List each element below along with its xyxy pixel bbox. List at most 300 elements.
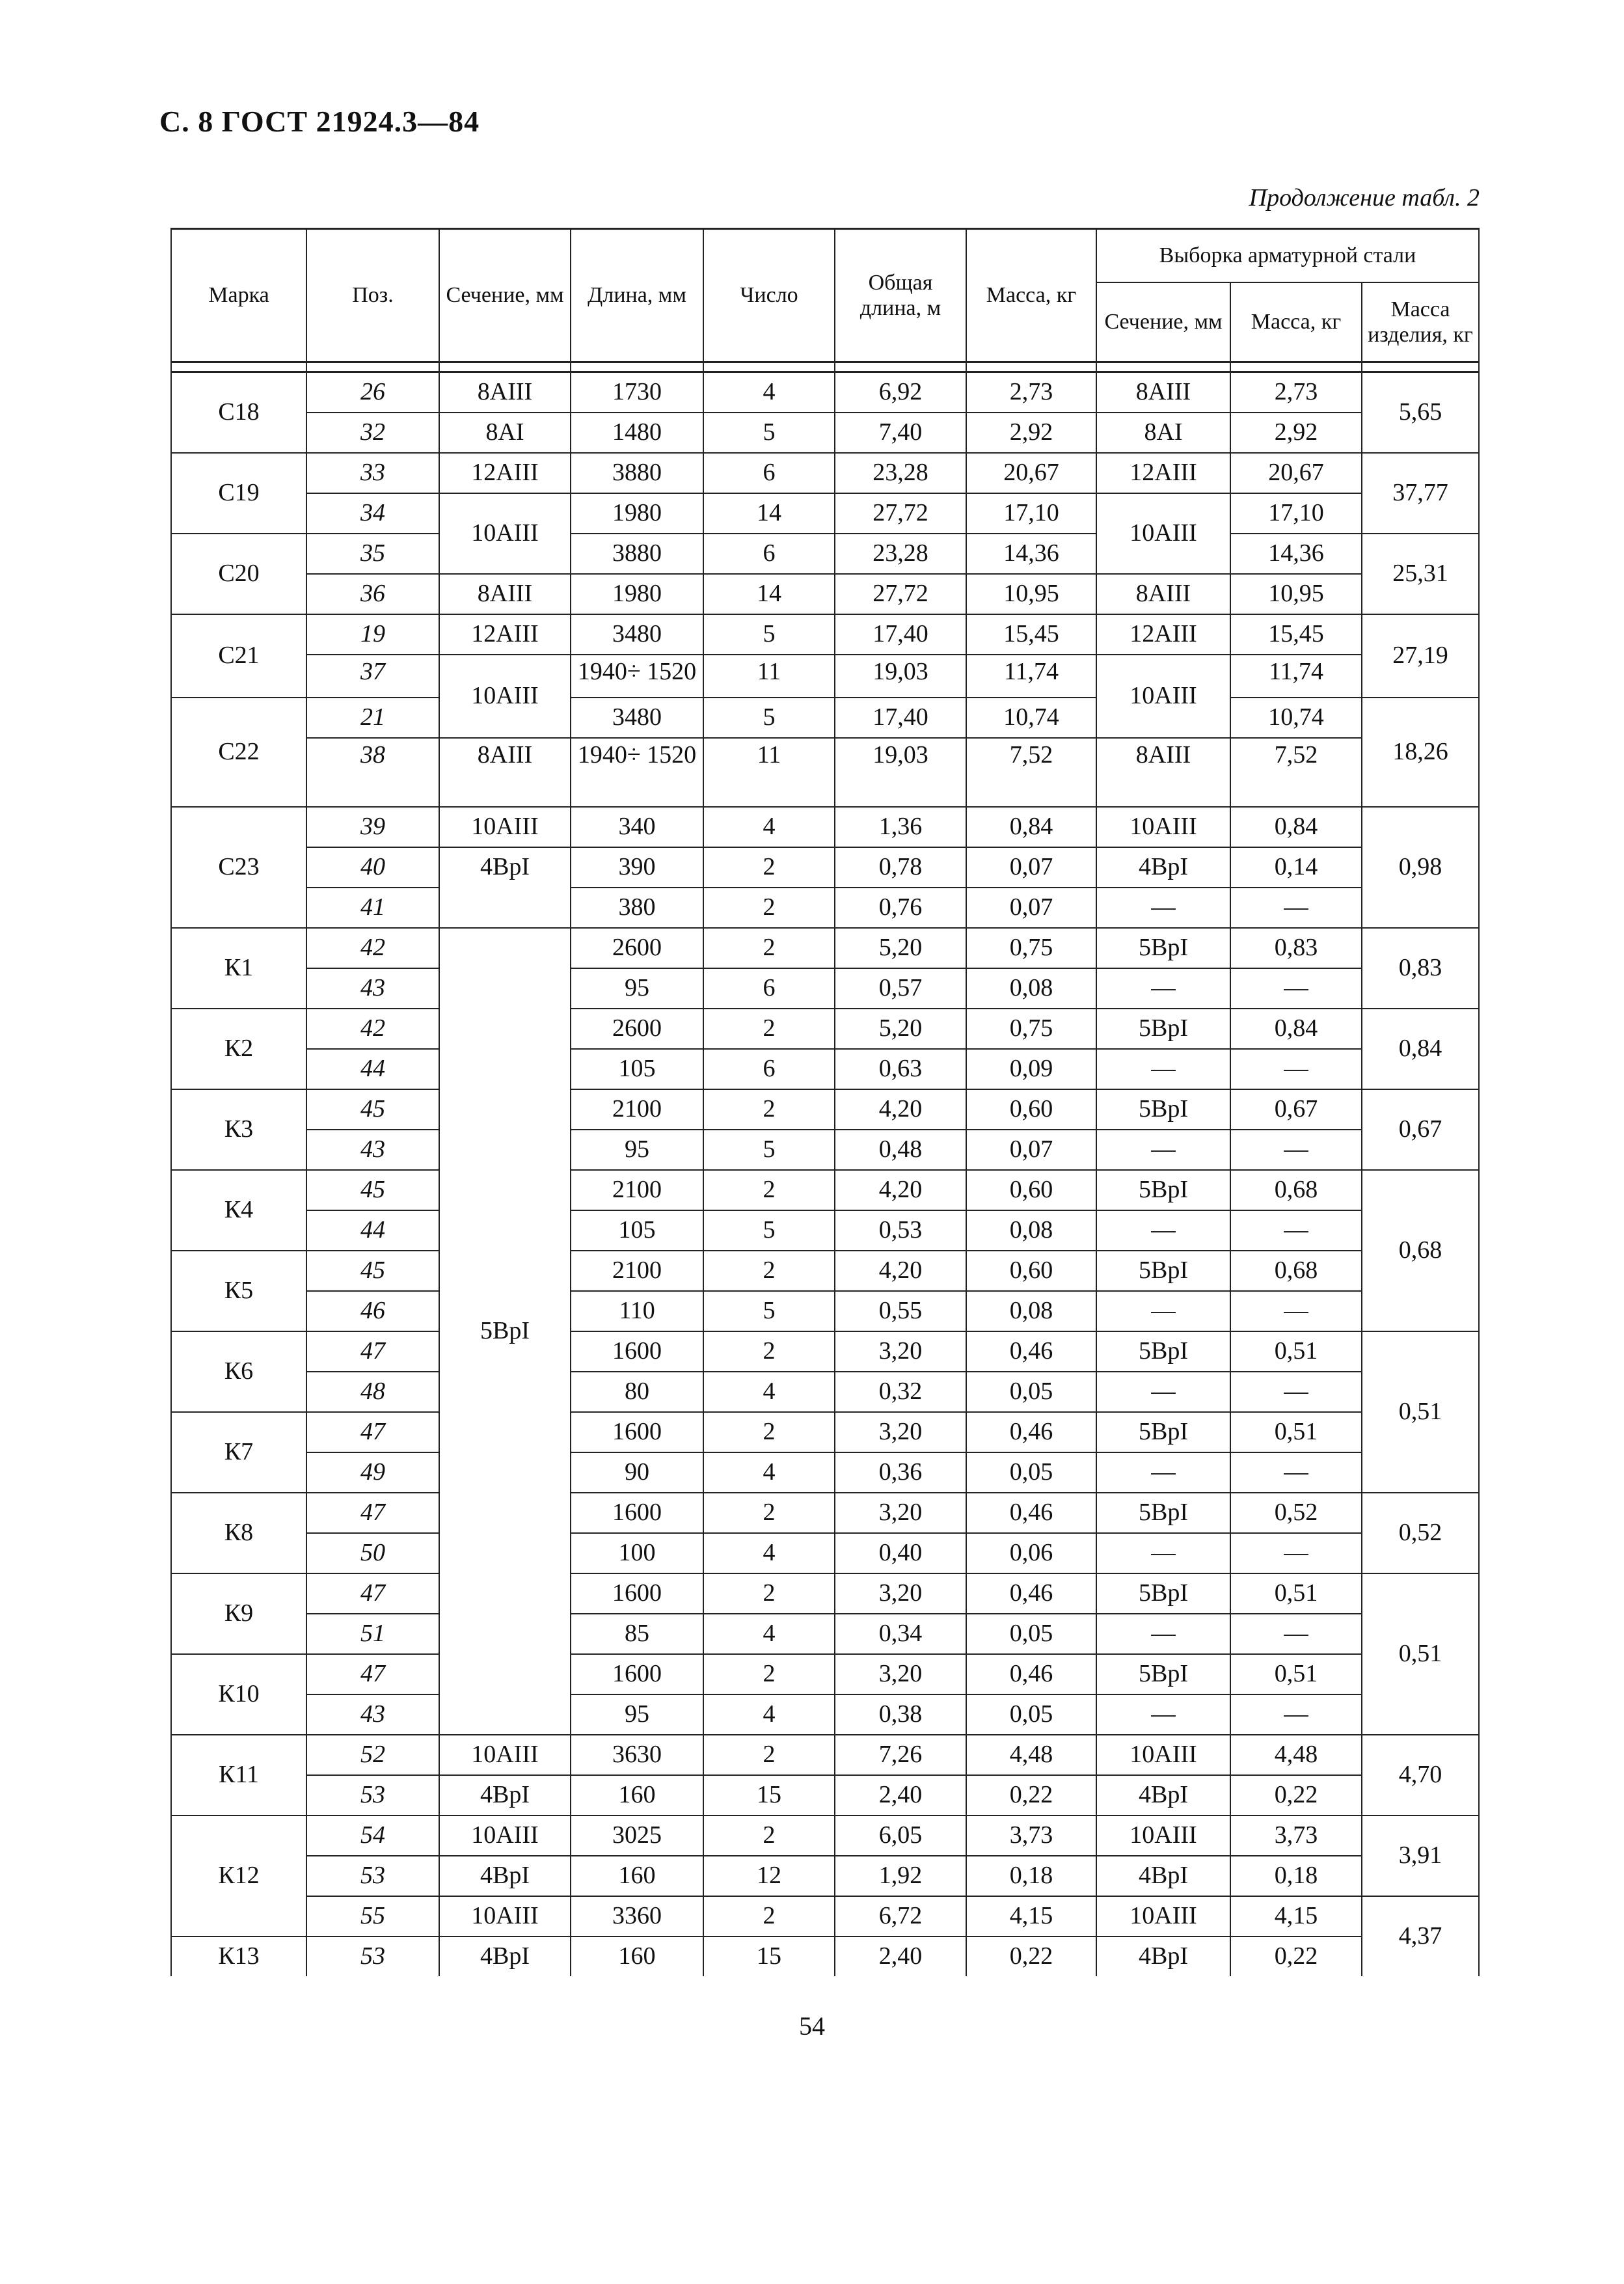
v-section-cell	[1096, 1452, 1230, 1493]
table-row	[171, 1089, 1479, 1130]
length-cell: 340	[571, 807, 703, 847]
v-mass-cell	[1230, 888, 1362, 928]
v-section-cell: 8АI	[1096, 413, 1230, 453]
v-mass-cell: 4,48	[1230, 1735, 1362, 1775]
header-chislo: Число	[703, 229, 835, 362]
mass-cell: 0,22	[966, 1775, 1096, 1815]
table-row	[171, 1130, 1479, 1170]
mass-cell: 0,18	[966, 1856, 1096, 1896]
length-cell: 160	[571, 1937, 703, 1976]
poz-cell: 37	[306, 655, 439, 698]
table-row	[171, 738, 1479, 807]
mass-cell: 4,15	[966, 1896, 1096, 1937]
count-cell: 15	[703, 1775, 835, 1815]
count-cell: 2	[703, 1331, 835, 1372]
v-mass-cell: 0,52	[1230, 1493, 1362, 1533]
count-cell: 6	[703, 534, 835, 574]
v-section-cell	[1096, 1049, 1230, 1089]
poz-cell: 42	[306, 928, 439, 968]
length-cell: 3025	[571, 1815, 703, 1856]
table-row	[171, 1210, 1479, 1251]
mass-cell: 0,05	[966, 1372, 1096, 1412]
product-mass-cell: 5,65	[1362, 372, 1479, 454]
page-header: С. 8 ГОСТ 21924.3—84	[159, 105, 480, 138]
count-cell: 2	[703, 1896, 835, 1937]
mass-cell: 0,46	[966, 1654, 1096, 1694]
poz-cell: 52	[306, 1735, 439, 1775]
mass-cell: 0,05	[966, 1614, 1096, 1654]
total-length-cell: 3,20	[835, 1412, 966, 1452]
v-mass-cell	[1230, 1210, 1362, 1251]
v-section-cell	[1096, 1210, 1230, 1251]
table-row	[171, 614, 1479, 655]
count-cell: 2	[703, 1009, 835, 1049]
poz-cell: 45	[306, 1170, 439, 1210]
dash-mark	[1284, 1635, 1308, 1636]
poz-cell: 40	[306, 847, 439, 888]
table-row	[171, 1291, 1479, 1331]
dash-mark	[1284, 908, 1308, 910]
v-section-cell: 10АIII	[1096, 655, 1230, 738]
mass-cell: 0,09	[966, 1049, 1096, 1089]
table-row	[171, 847, 1479, 888]
poz-cell: 43	[306, 1694, 439, 1735]
total-length-cell: 19,03	[835, 655, 966, 698]
dash-mark	[1284, 1473, 1308, 1475]
total-length-cell: 0,63	[835, 1049, 966, 1089]
total-length-cell: 6,05	[835, 1815, 966, 1856]
poz-cell: 46	[306, 1291, 439, 1331]
length-cell: 95	[571, 1694, 703, 1735]
poz-cell: 39	[306, 807, 439, 847]
count-cell: 5	[703, 1291, 835, 1331]
dash-mark	[1284, 1312, 1308, 1313]
poz-cell: 43	[306, 1130, 439, 1170]
v-mass-cell: 0,84	[1230, 807, 1362, 847]
v-mass-cell: 10,95	[1230, 574, 1362, 614]
mass-cell: 3,73	[966, 1815, 1096, 1856]
header-v-massa-izd: Масса изделия, кг	[1362, 282, 1479, 362]
table-row	[171, 413, 1479, 453]
total-length-cell: 5,20	[835, 928, 966, 968]
table-row	[171, 1412, 1479, 1452]
header-massa: Масса, кг	[966, 229, 1096, 362]
v-section-cell: 8АIII	[1096, 372, 1230, 413]
v-mass-cell: 15,45	[1230, 614, 1362, 655]
table-row	[171, 1533, 1479, 1573]
dash-mark	[1284, 1715, 1308, 1717]
count-cell: 4	[703, 1533, 835, 1573]
v-mass-cell: 0,51	[1230, 1573, 1362, 1614]
count-cell: 4	[703, 372, 835, 413]
count-cell: 15	[703, 1937, 835, 1976]
total-length-cell: 0,76	[835, 888, 966, 928]
table-row	[171, 1049, 1479, 1089]
table-row	[171, 1694, 1479, 1735]
count-cell: 2	[703, 928, 835, 968]
count-cell: 2	[703, 1412, 835, 1452]
v-section-cell: 4ВрI	[1096, 1937, 1230, 1976]
mass-cell: 15,45	[966, 614, 1096, 655]
length-cell: 2600	[571, 1009, 703, 1049]
poz-cell: 53	[306, 1856, 439, 1896]
count-cell: 2	[703, 1089, 835, 1130]
dash-mark	[1151, 1715, 1176, 1717]
v-mass-cell: 20,67	[1230, 453, 1362, 493]
v-mass-cell: 0,83	[1230, 928, 1362, 968]
length-cell: 1730	[571, 372, 703, 413]
mass-cell: 0,05	[966, 1452, 1096, 1493]
length-cell: 160	[571, 1856, 703, 1896]
product-mass-cell: 4,70	[1362, 1735, 1479, 1815]
dash-mark	[1284, 1231, 1308, 1232]
v-section-cell: 4ВрI	[1096, 1775, 1230, 1815]
count-cell: 4	[703, 1694, 835, 1735]
product-mass-cell: 4,37	[1362, 1896, 1479, 1976]
v-section-cell: 5ВрI	[1096, 1009, 1230, 1049]
header-obshaya-dlina: Общая длина, м	[835, 229, 966, 362]
table-row	[171, 1251, 1479, 1291]
count-cell: 2	[703, 1493, 835, 1533]
length-cell: 160	[571, 1775, 703, 1815]
total-length-cell: 2,40	[835, 1937, 966, 1976]
mark-cell: С22	[171, 698, 306, 807]
v-mass-cell	[1230, 968, 1362, 1009]
v-section-cell: 8АIII	[1096, 574, 1230, 614]
poz-cell: 47	[306, 1412, 439, 1452]
table-row	[171, 1331, 1479, 1372]
total-length-cell: 0,48	[835, 1130, 966, 1170]
total-length-cell: 6,92	[835, 372, 966, 413]
table-row	[171, 453, 1479, 493]
mass-cell: 0,75	[966, 1009, 1096, 1049]
product-mass-cell: 0,67	[1362, 1089, 1479, 1170]
count-cell: 12	[703, 1856, 835, 1896]
mark-cell: К1	[171, 928, 306, 1009]
length-cell: 1600	[571, 1412, 703, 1452]
table-row	[171, 655, 1479, 698]
v-section-cell: 12АIII	[1096, 614, 1230, 655]
total-length-cell: 27,72	[835, 493, 966, 534]
poz-cell: 45	[306, 1251, 439, 1291]
mass-cell: 10,95	[966, 574, 1096, 614]
poz-cell: 50	[306, 1533, 439, 1573]
v-mass-cell: 0,68	[1230, 1170, 1362, 1210]
v-mass-cell: 14,36	[1230, 534, 1362, 574]
total-length-cell: 0,78	[835, 847, 966, 888]
poz-cell: 45	[306, 1089, 439, 1130]
v-mass-cell	[1230, 1130, 1362, 1170]
v-mass-cell: 4,15	[1230, 1896, 1362, 1937]
v-mass-cell	[1230, 1694, 1362, 1735]
total-length-cell: 6,72	[835, 1896, 966, 1937]
count-cell: 2	[703, 1654, 835, 1694]
total-length-cell: 23,28	[835, 453, 966, 493]
mass-cell: 14,36	[966, 534, 1096, 574]
mass-cell: 20,67	[966, 453, 1096, 493]
poz-cell: 38	[306, 738, 439, 807]
length-cell: 100	[571, 1533, 703, 1573]
v-section-cell: 5ВрI	[1096, 1654, 1230, 1694]
length-cell: 390	[571, 847, 703, 888]
v-mass-cell	[1230, 1533, 1362, 1573]
poz-cell: 44	[306, 1049, 439, 1089]
total-length-cell: 19,03	[835, 738, 966, 807]
v-mass-cell	[1230, 1291, 1362, 1331]
poz-cell: 41	[306, 888, 439, 928]
v-section-cell: 5ВрI	[1096, 1089, 1230, 1130]
mass-cell: 0,07	[966, 847, 1096, 888]
dash-mark	[1284, 1393, 1308, 1394]
dash-mark	[1151, 1231, 1176, 1232]
poz-cell: 47	[306, 1573, 439, 1614]
product-mass-cell: 0,52	[1362, 1493, 1479, 1573]
mark-cell: С21	[171, 614, 306, 698]
mass-cell: 0,46	[966, 1412, 1096, 1452]
total-length-cell: 0,55	[835, 1291, 966, 1331]
table-row	[171, 807, 1479, 847]
mass-cell: 10,74	[966, 698, 1096, 738]
table-row	[171, 1614, 1479, 1654]
total-length-cell: 23,28	[835, 534, 966, 574]
length-cell: 3480	[571, 698, 703, 738]
length-cell: 2600	[571, 928, 703, 968]
mass-cell: 0,84	[966, 807, 1096, 847]
total-length-cell: 7,40	[835, 413, 966, 453]
v-section-cell	[1096, 888, 1230, 928]
v-section-cell: 10АIII	[1096, 1896, 1230, 1937]
length-cell: 2100	[571, 1089, 703, 1130]
count-cell: 5	[703, 614, 835, 655]
v-section-cell	[1096, 1372, 1230, 1412]
mark-cell: К11	[171, 1735, 306, 1815]
mark-cell: С23	[171, 807, 306, 928]
product-mass-cell: 0,84	[1362, 1009, 1479, 1089]
table-row	[171, 1573, 1479, 1614]
table-row	[171, 1815, 1479, 1856]
count-cell: 2	[703, 1735, 835, 1775]
v-mass-cell: 11,74	[1230, 655, 1362, 698]
section-cell: 8АIII	[439, 738, 571, 807]
section-cell: 10АIII	[439, 493, 571, 574]
mark-cell: С19	[171, 453, 306, 534]
mark-cell: К12	[171, 1815, 306, 1937]
v-mass-cell: 3,73	[1230, 1815, 1362, 1856]
mass-cell: 17,10	[966, 493, 1096, 534]
mass-cell: 0,60	[966, 1170, 1096, 1210]
poz-cell: 49	[306, 1452, 439, 1493]
mark-cell: К7	[171, 1412, 306, 1493]
section-cell: 8АIII	[439, 574, 571, 614]
length-cell: 2100	[571, 1251, 703, 1291]
mass-cell: 0,07	[966, 888, 1096, 928]
v-section-cell: 5ВрI	[1096, 1170, 1230, 1210]
v-mass-cell: 2,73	[1230, 372, 1362, 413]
header-sechenie: Сечение, мм	[439, 229, 571, 362]
mass-cell: 0,75	[966, 928, 1096, 968]
header-vyborka: Выборка арматурной стали	[1096, 229, 1479, 283]
product-mass-cell: 0,51	[1362, 1331, 1479, 1493]
mark-cell: К6	[171, 1331, 306, 1412]
v-section-cell	[1096, 1694, 1230, 1735]
length-cell: 1600	[571, 1493, 703, 1533]
poz-cell: 47	[306, 1493, 439, 1533]
mass-cell: 7,52	[966, 738, 1096, 807]
v-section-cell	[1096, 1614, 1230, 1654]
count-cell: 4	[703, 1372, 835, 1412]
dash-mark	[1151, 989, 1176, 990]
count-cell: 4	[703, 1452, 835, 1493]
header-dlina: Длина, мм	[571, 229, 703, 362]
v-mass-cell: 0,22	[1230, 1775, 1362, 1815]
dash-mark	[1151, 908, 1176, 910]
total-length-cell: 1,36	[835, 807, 966, 847]
length-cell: 1600	[571, 1654, 703, 1694]
length-cell: 3630	[571, 1735, 703, 1775]
dash-mark	[1284, 1554, 1308, 1555]
dash-mark	[1151, 1312, 1176, 1313]
v-section-cell	[1096, 968, 1230, 1009]
table-continuation-label: Продолжение табл. 2	[1249, 184, 1480, 211]
section-cell: 5ВрI	[439, 928, 571, 1735]
count-cell: 2	[703, 1251, 835, 1291]
total-length-cell: 0,36	[835, 1452, 966, 1493]
mass-cell: 0,08	[966, 1291, 1096, 1331]
poz-cell: 48	[306, 1372, 439, 1412]
table-row	[171, 1372, 1479, 1412]
section-cell: 10АIII	[439, 807, 571, 847]
poz-cell: 53	[306, 1937, 439, 1976]
total-length-cell: 0,57	[835, 968, 966, 1009]
poz-cell: 26	[306, 372, 439, 413]
length-cell: 380	[571, 888, 703, 928]
v-mass-cell: 0,68	[1230, 1251, 1362, 1291]
total-length-cell: 3,20	[835, 1493, 966, 1533]
mass-cell: 0,46	[966, 1331, 1096, 1372]
table-row	[171, 928, 1479, 968]
header-v-massa: Масса, кг	[1230, 282, 1362, 362]
length-cell: 1600	[571, 1573, 703, 1614]
v-section-cell: 5ВрI	[1096, 928, 1230, 968]
v-mass-cell: 17,10	[1230, 493, 1362, 534]
v-mass-cell: 0,51	[1230, 1412, 1362, 1452]
count-cell: 2	[703, 1170, 835, 1210]
product-mass-cell: 27,19	[1362, 614, 1479, 698]
section-cell: 4ВрI	[439, 847, 571, 928]
section-cell: 4ВрI	[439, 1937, 571, 1976]
poz-cell: 35	[306, 534, 439, 574]
length-cell: 1480	[571, 413, 703, 453]
page-number: 54	[799, 2011, 825, 2041]
v-section-cell: 10АIII	[1096, 1815, 1230, 1856]
v-mass-cell: 0,51	[1230, 1331, 1362, 1372]
v-section-cell	[1096, 1533, 1230, 1573]
total-length-cell: 7,26	[835, 1735, 966, 1775]
v-section-cell: 5ВрI	[1096, 1412, 1230, 1452]
v-section-cell	[1096, 1291, 1230, 1331]
header-marka: Марка	[171, 229, 306, 362]
length-cell: 3880	[571, 453, 703, 493]
product-mass-cell: 0,51	[1362, 1573, 1479, 1735]
count-cell: 14	[703, 493, 835, 534]
length-cell: 3480	[571, 614, 703, 655]
table-row	[171, 1009, 1479, 1049]
section-cell: 4ВрI	[439, 1856, 571, 1896]
product-mass-cell: 0,83	[1362, 928, 1479, 1009]
poz-cell: 42	[306, 1009, 439, 1049]
v-section-cell: 4ВрI	[1096, 847, 1230, 888]
total-length-cell: 4,20	[835, 1170, 966, 1210]
dash-mark	[1151, 1393, 1176, 1394]
poz-cell: 53	[306, 1775, 439, 1815]
total-length-cell: 0,38	[835, 1694, 966, 1735]
rebar-table	[170, 228, 1480, 1976]
section-cell: 12АIII	[439, 453, 571, 493]
mark-cell: С18	[171, 372, 306, 454]
product-mass-cell: 0,98	[1362, 807, 1479, 928]
table-row	[171, 1775, 1479, 1815]
section-cell: 12АIII	[439, 614, 571, 655]
total-length-cell: 0,53	[835, 1210, 966, 1251]
v-mass-cell	[1230, 1372, 1362, 1412]
product-mass-cell: 0,68	[1362, 1170, 1479, 1331]
total-length-cell: 4,20	[835, 1089, 966, 1130]
table-row	[171, 1654, 1479, 1694]
v-section-cell: 4ВрI	[1096, 1856, 1230, 1896]
v-section-cell: 10АIII	[1096, 493, 1230, 574]
mark-cell: К8	[171, 1493, 306, 1573]
table-row	[171, 534, 1479, 574]
total-length-cell: 0,34	[835, 1614, 966, 1654]
poz-cell: 47	[306, 1654, 439, 1694]
v-section-cell: 5ВрI	[1096, 1493, 1230, 1533]
length-cell: 1600	[571, 1331, 703, 1372]
dash-mark	[1151, 1554, 1176, 1555]
mark-cell: К3	[171, 1089, 306, 1170]
count-cell: 11	[703, 655, 835, 698]
count-cell: 14	[703, 574, 835, 614]
v-mass-cell: 0,51	[1230, 1654, 1362, 1694]
count-cell: 2	[703, 1815, 835, 1856]
mass-cell: 0,07	[966, 1130, 1096, 1170]
length-cell: 105	[571, 1049, 703, 1089]
total-length-cell: 27,72	[835, 574, 966, 614]
mass-cell: 0,05	[966, 1694, 1096, 1735]
v-mass-cell: 0,14	[1230, 847, 1362, 888]
table-row	[171, 1937, 1479, 1976]
v-section-cell: 5ВрI	[1096, 1251, 1230, 1291]
section-cell: 10АIII	[439, 655, 571, 738]
count-cell: 6	[703, 968, 835, 1009]
mark-cell: К13	[171, 1937, 306, 1976]
total-length-cell: 0,40	[835, 1533, 966, 1573]
count-cell: 2	[703, 1573, 835, 1614]
mass-cell: 2,73	[966, 372, 1096, 413]
dash-mark	[1284, 989, 1308, 990]
table-row	[171, 1452, 1479, 1493]
length-cell: 1980	[571, 493, 703, 534]
length-cell: 2100	[571, 1170, 703, 1210]
length-cell: 85	[571, 1614, 703, 1654]
v-section-cell: 5ВрI	[1096, 1331, 1230, 1372]
dash-mark	[1151, 1635, 1176, 1636]
length-cell: 1940÷ 1520	[571, 738, 703, 807]
poz-cell: 32	[306, 413, 439, 453]
total-length-cell: 1,92	[835, 1856, 966, 1896]
product-mass-cell: 37,77	[1362, 453, 1479, 534]
total-length-cell: 3,20	[835, 1331, 966, 1372]
count-cell: 5	[703, 1130, 835, 1170]
